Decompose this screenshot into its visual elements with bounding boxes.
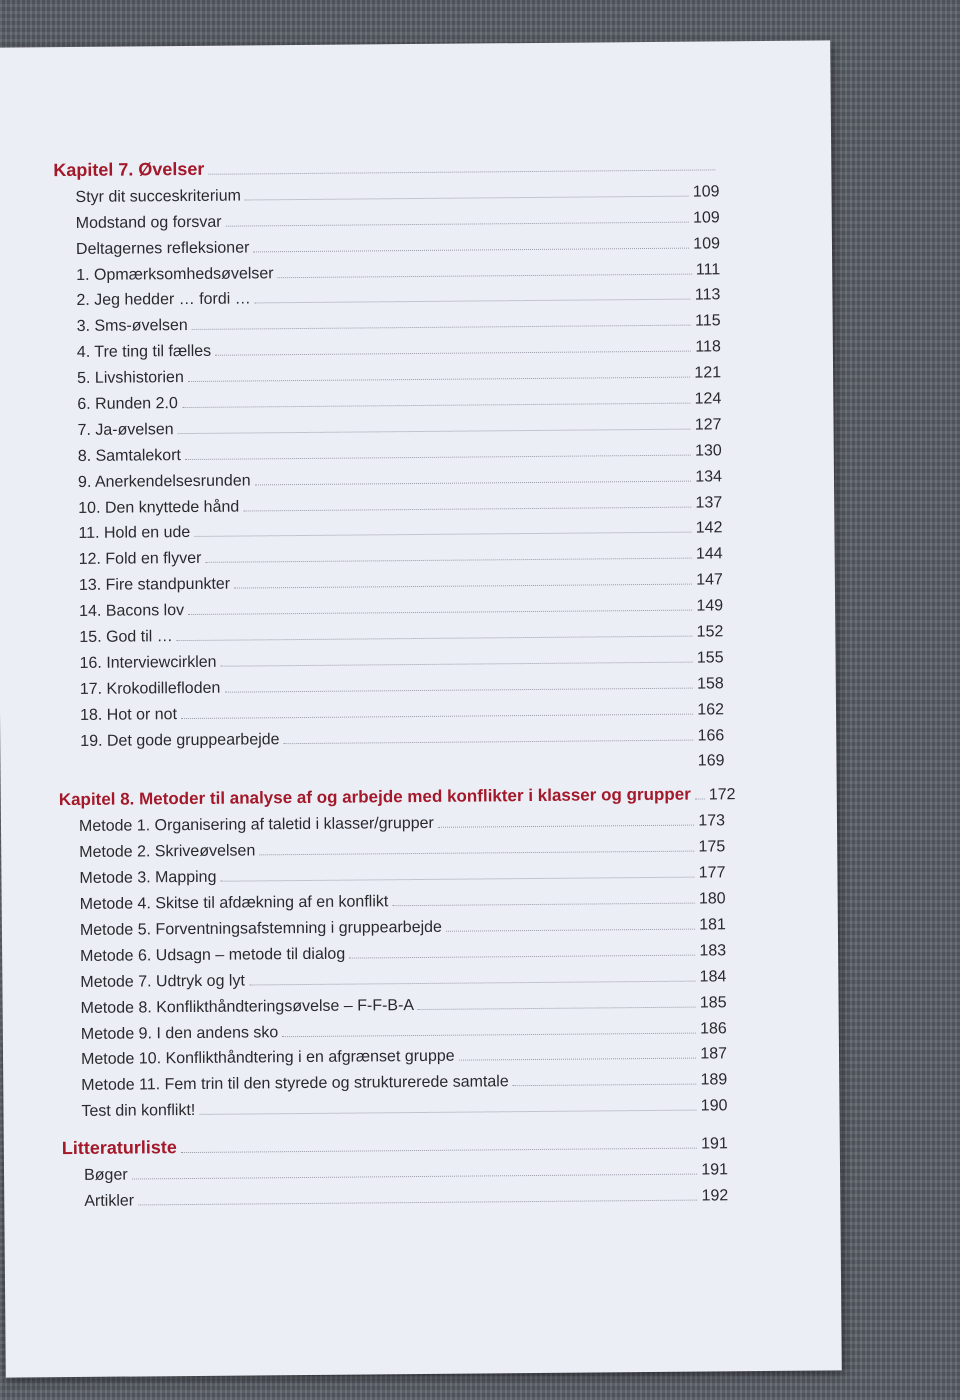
leader-dots <box>259 851 694 856</box>
entry-label: 18. Hot or not <box>79 705 178 724</box>
leader-dots <box>188 610 692 615</box>
leader-space <box>85 766 694 771</box>
leader-dots <box>185 454 691 459</box>
entry-label: 16. Interviewcirklen <box>79 653 217 672</box>
leader-dots <box>459 1058 697 1061</box>
leader-dots <box>221 662 693 667</box>
page-number: 124 <box>694 390 722 408</box>
entry-label: Metode 9. I den andens sko <box>80 1023 279 1043</box>
entry-label: 4. Tre ting til fælles <box>76 343 212 362</box>
leader-dots <box>234 584 692 589</box>
page-number: 180 <box>698 890 726 908</box>
toc-entry <box>62 1179 728 1211</box>
leader-dots <box>282 1032 696 1037</box>
leader-dots <box>513 1084 697 1087</box>
page-number: 134 <box>695 468 723 486</box>
leader-dots <box>132 1174 698 1180</box>
entry-label: Metode 7. Udtryk og lyt <box>80 972 245 991</box>
entry-label: 3. Sms-øvelsen <box>76 317 188 336</box>
page-number: 109 <box>692 209 720 227</box>
book-page <box>0 40 842 1377</box>
leader-dots <box>192 325 691 330</box>
entry-label: 10. Den knyttede hånd <box>78 498 240 517</box>
entry-label: 8. Samtalekort <box>77 446 182 465</box>
leader-dots <box>224 687 693 692</box>
leader-dots <box>249 980 696 985</box>
entry-label: 13. Fire standpunkter <box>78 575 231 595</box>
entry-label: 5. Livshistorien <box>77 369 184 388</box>
page-number: 130 <box>694 442 722 460</box>
leader-dots <box>278 273 692 278</box>
page-number: 118 <box>695 338 721 356</box>
leader-dots <box>199 1110 696 1115</box>
chapter-8-section <box>58 775 736 1121</box>
page-number: 162 <box>697 701 725 719</box>
entry-label: Artikler <box>84 1192 135 1210</box>
leader-dots <box>177 636 693 642</box>
leader-dots <box>255 299 691 304</box>
leader-dots <box>226 221 689 226</box>
entry-label: 17. Krokodillefloden <box>79 679 221 698</box>
entry-label: Styr dit succeskriterium <box>75 187 241 206</box>
leader-dots <box>220 877 694 882</box>
leader-dots <box>284 739 694 744</box>
chapter-title: Kapitel 8. Metoder til analyse af og arbejde med konflikter i klasser og grupper <box>58 785 691 810</box>
entry-label: Metode 8. Konflikthåndteringsøvelse – F-F-B-A <box>80 996 415 1017</box>
page-number: 109 <box>693 235 721 253</box>
page-number: 127 <box>694 416 722 434</box>
page-number: 187 <box>700 1045 728 1063</box>
page-number: 152 <box>696 623 724 641</box>
leader-dots <box>181 713 693 718</box>
page-number: 190 <box>700 1097 728 1115</box>
entry-label: Metode 4. Skitse til afdækning af en konflikt <box>79 893 389 914</box>
literature-section <box>62 1123 729 1211</box>
leader-dots <box>138 1200 698 1206</box>
entry-label: Modstand og forsvar <box>75 213 222 232</box>
entry-label: Metode 5. Forventningsafstemning i gruppearbejde <box>79 918 442 939</box>
page-number: 166 <box>697 726 725 745</box>
leader-dots <box>243 506 691 511</box>
leader-dots <box>182 403 691 408</box>
leader-dots <box>181 1148 697 1154</box>
page-number: 175 <box>698 838 726 856</box>
leader-dots <box>205 558 692 563</box>
entry-label: Metode 11. Fem trin til den styrede og strukturerede samtale <box>81 1073 509 1095</box>
page-number: 155 <box>696 649 724 667</box>
entry-label: 11. Hold en ude <box>78 524 191 543</box>
page-number: 172 <box>708 786 736 804</box>
entry-label: 19. Det gode gruppearbejde <box>80 730 280 750</box>
entry-label: Metode 6. Udsagn – metode til dialog <box>80 945 346 965</box>
chapter-title: Litteraturliste <box>61 1137 177 1159</box>
entry-label: Bøger <box>83 1166 128 1184</box>
entry-label: 2. Jeg hedder … fordi … <box>76 290 251 310</box>
entry-label: Metode 10. Konflikthåndtering i en afgrænset gruppe <box>80 1048 455 1069</box>
page-number: 158 <box>697 675 724 693</box>
page-number: 169 <box>697 752 725 771</box>
page-number: 173 <box>698 812 726 830</box>
entry-label: 1. Opmærksomhedsøvelser <box>76 264 274 284</box>
entry-label: Metode 2. Skriveøvelsen <box>79 842 256 862</box>
leader-dots <box>438 825 694 828</box>
leader-dots <box>446 929 695 932</box>
entry-label: 12. Fold en flyver <box>78 550 202 569</box>
leader-dots <box>392 903 695 907</box>
entry-label: 6. Runden 2.0 <box>77 395 178 413</box>
entry-label: Metode 3. Mapping <box>79 868 217 888</box>
page-number: 121 <box>694 364 722 382</box>
leader-dots <box>418 1006 696 1009</box>
page-number: 113 <box>694 286 721 305</box>
entry-label: 14. Bacons lov <box>79 602 185 621</box>
leader-dots <box>255 480 692 485</box>
page-number: 115 <box>695 312 721 330</box>
table-of-contents <box>53 145 736 1215</box>
leader-dots <box>349 954 695 958</box>
page-number: 137 <box>695 493 723 512</box>
entry-label: Deltagernes refleksioner <box>75 239 250 258</box>
page-number: 183 <box>699 942 727 960</box>
entry-label: 15. God til … <box>79 628 173 646</box>
page-number: 181 <box>699 916 726 934</box>
page-number: 189 <box>700 1071 728 1089</box>
page-number: 191 <box>701 1161 729 1179</box>
page-number: 111 <box>695 260 721 279</box>
leader-dots <box>178 429 691 434</box>
leader-dots <box>245 196 689 201</box>
chapter-7-section <box>53 145 724 776</box>
chapter-title: Kapitel 7. Øvelser <box>53 158 205 181</box>
leader-dots <box>194 532 691 537</box>
leader-dots <box>695 799 705 800</box>
leader-dots <box>208 169 715 174</box>
leader-dots <box>215 351 691 356</box>
chapter-heading <box>58 775 736 811</box>
page-number: 185 <box>699 993 727 1012</box>
page-number: 147 <box>696 571 723 589</box>
entry-label: Metode 1. Organisering af taletid i klasser/grupper <box>78 815 434 836</box>
page-number: 149 <box>696 597 724 615</box>
page-number: 109 <box>692 183 720 201</box>
leader-dots <box>188 377 691 382</box>
entry-label: 7. Ja-øvelsen <box>77 421 174 439</box>
page-number: 192 <box>701 1187 729 1205</box>
page-number: 184 <box>699 968 727 986</box>
entry-label: 9. Anerkendelsesrunden <box>77 472 251 491</box>
page-number: 186 <box>700 1019 727 1038</box>
page-number: 177 <box>698 864 726 882</box>
page-number: 142 <box>695 519 723 538</box>
entry-label: Test din konflikt! <box>81 1102 196 1121</box>
leader-dots <box>253 247 689 252</box>
page-number: 191 <box>701 1135 728 1153</box>
page-number: 144 <box>695 545 723 563</box>
